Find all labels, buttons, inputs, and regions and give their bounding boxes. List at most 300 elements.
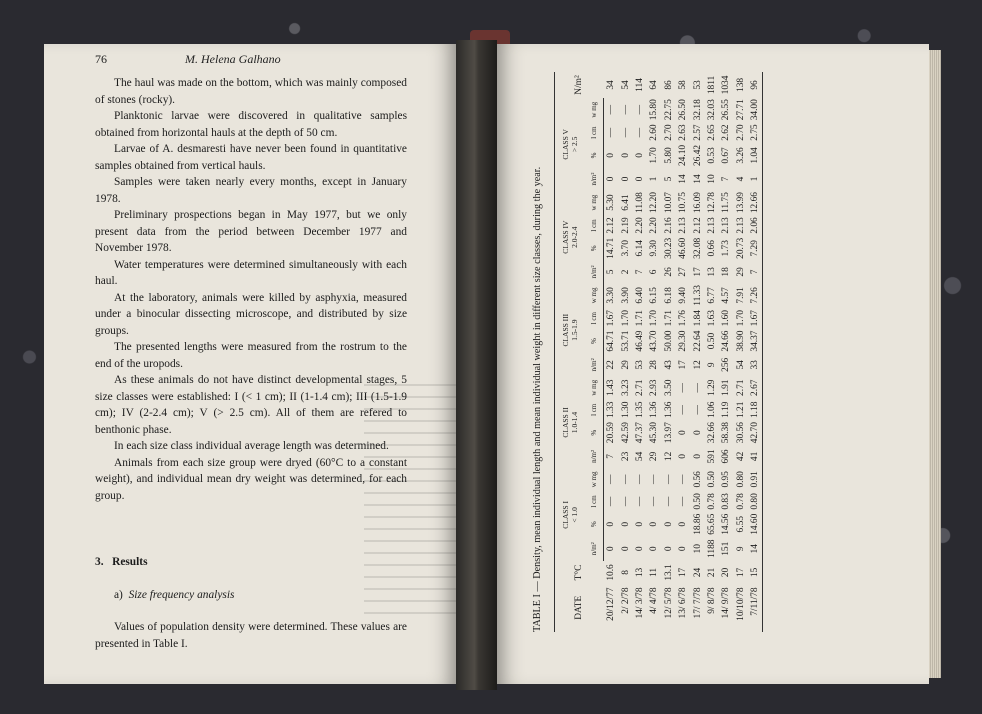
table-cell: 0.80 xyxy=(735,471,746,488)
table-cell: 29 xyxy=(620,360,631,370)
table-cell: 0.50 xyxy=(706,471,717,488)
body-text xyxy=(95,75,407,652)
section-title: Results xyxy=(112,556,148,568)
table-cell: 32.08 xyxy=(692,237,703,259)
table-cell: 1.35 xyxy=(634,401,645,418)
sub-header: n/m² xyxy=(585,260,604,283)
table-cell: 6.15 xyxy=(649,287,660,304)
table-cell: 54 xyxy=(620,80,631,90)
table-cell: 14.60 xyxy=(748,512,763,536)
table-cell: 13.1 xyxy=(663,564,674,581)
table-cell: 9.40 xyxy=(678,287,689,304)
table-cell: 0.66 xyxy=(706,240,717,257)
table-cell: 38.90 xyxy=(735,330,746,352)
date-cell: 14/ 3/78 xyxy=(634,587,645,619)
table-cell: 256 xyxy=(721,357,732,372)
table-cell: — xyxy=(663,474,674,485)
table-cell: 0.67 xyxy=(721,147,732,164)
table-cell: — xyxy=(692,383,703,393)
table-cell: 2.06 xyxy=(748,214,763,236)
table-cell: 1.63 xyxy=(706,310,717,327)
table-cell: 27.71 xyxy=(735,99,746,121)
table-cell: 2.16 xyxy=(663,217,674,234)
table-cell: 7 xyxy=(721,176,732,182)
table-cell: 2.13 xyxy=(678,217,689,234)
sub-header: w mg xyxy=(585,284,604,308)
date-cell: 10/10/78 xyxy=(735,587,746,621)
table-cell: 24.66 xyxy=(721,330,732,352)
paragraph-list xyxy=(95,75,407,504)
table-cell: 15 xyxy=(748,561,763,583)
table-cell: 2.93 xyxy=(649,379,660,396)
table-cell: 0 xyxy=(606,546,617,552)
table-cell: 2.63 xyxy=(678,124,689,141)
table-cell: 2.57 xyxy=(692,124,703,141)
table-cell: 1811 xyxy=(706,75,717,95)
table-cell: 9.30 xyxy=(649,240,660,257)
table-row xyxy=(662,72,676,632)
page-edges xyxy=(929,50,941,678)
table-cell: 1.60 xyxy=(721,310,732,327)
table-cell: 30.56 xyxy=(735,422,746,444)
table-cell: 1 xyxy=(649,176,660,182)
table-cell: 0 xyxy=(620,176,631,182)
table-cell: 46.49 xyxy=(634,330,645,352)
table-cell: 3.70 xyxy=(620,240,631,257)
table-cell: 24 xyxy=(692,567,703,578)
table-cell: 12.20 xyxy=(649,192,660,214)
table-cell: 6.40 xyxy=(634,287,645,304)
table-cell: 12 xyxy=(663,451,674,462)
table-cell: 6.18 xyxy=(663,287,674,304)
table-cell: 2.20 xyxy=(649,217,660,234)
table-cell: — xyxy=(606,496,617,507)
sub-header: l cm xyxy=(585,490,604,512)
table-cell: 29 xyxy=(735,267,746,277)
table-cell: 29 xyxy=(649,451,660,462)
table-cell: 0 xyxy=(663,546,674,552)
table-cell: 64 xyxy=(649,80,660,90)
table-cell: 591 xyxy=(706,449,717,464)
table-cell: 0 xyxy=(678,546,689,552)
table-cell: 1.91 xyxy=(721,379,732,396)
table-cell: 0.50 xyxy=(706,332,717,350)
closing-paragraph: Values of population density were determined. These values are presented in Table I. xyxy=(95,621,407,650)
table-cell: 1.33 xyxy=(606,401,617,418)
table-cell: 34 xyxy=(605,80,616,90)
sub-header: n/m² xyxy=(585,536,604,561)
table-cell: 1.36 xyxy=(649,401,660,418)
sub-header: % xyxy=(585,512,604,536)
table-cell: — xyxy=(634,496,645,507)
table-cell: 47.37 xyxy=(634,422,645,444)
table-cell: 1188 xyxy=(706,539,717,558)
table-cell: 0.83 xyxy=(721,493,732,510)
table-cell: 42.59 xyxy=(620,422,631,444)
table-cell: 64.71 xyxy=(606,330,617,352)
subsection-title: Size frequency analysis xyxy=(128,588,235,601)
paragraph: As these animals do not have distinct developmental stages, 5 size classes were established: I (< 1 cm); II (1-1.4 cm); III (1.5-1.9 cm); IV (2-2.4 cm); V (> 2.5 cm). All of them are refered to benthonic phase. xyxy=(95,374,407,436)
table-cell: 0 xyxy=(606,521,617,527)
table-cell: — xyxy=(678,405,689,415)
table-cell: 0 xyxy=(634,546,645,552)
table-cell: 50.00 xyxy=(663,330,674,352)
table-cell: 0 xyxy=(606,153,617,158)
table-row xyxy=(748,72,763,632)
table-cell: 1.36 xyxy=(663,401,674,418)
paragraph: Planktonic larvae were discovered in qualitative samples obtained from horizontal hauls at the depth of 50 cm. xyxy=(95,110,407,139)
sub-header: l cm xyxy=(585,214,604,236)
sub-header: w mg xyxy=(585,191,604,215)
table-cell: — xyxy=(678,474,689,485)
table-cell: 20.73 xyxy=(735,237,746,259)
table-cell: 16.09 xyxy=(692,192,703,214)
table-cell: 11.75 xyxy=(721,192,732,213)
table-cell: 1.29 xyxy=(706,379,717,396)
date-cell: 4/ 4/78 xyxy=(649,587,660,614)
subsection-number: a) xyxy=(114,588,123,601)
table-cell: 14 xyxy=(678,174,689,184)
table-cell: 22.64 xyxy=(692,330,703,352)
table-cell: 11.08 xyxy=(634,192,645,213)
date-cell: 2/ 2/78 xyxy=(620,587,631,614)
table-cell: 96 xyxy=(748,72,763,98)
class-header: CLASS II 1.0-1.4 xyxy=(555,377,586,469)
table-cell: — xyxy=(620,127,631,138)
table-cell: — xyxy=(634,105,645,115)
table-cell: 151 xyxy=(721,541,732,556)
table-cell: 45.30 xyxy=(649,422,660,444)
table-cell: 13 xyxy=(706,267,717,277)
date-cell: 14/ 9/78 xyxy=(721,587,732,619)
table-cell: 26.55 xyxy=(721,99,732,121)
table-cell: 8 xyxy=(620,570,631,575)
table-cell: 138 xyxy=(735,77,746,92)
data-table xyxy=(554,72,763,632)
subsection-heading xyxy=(95,587,407,604)
table-cell: 0.95 xyxy=(721,471,732,488)
table-cell: 0.53 xyxy=(706,147,717,164)
table-cell: 1.19 xyxy=(721,401,732,418)
table-cell: 0 xyxy=(606,176,617,182)
table-cell: 5 xyxy=(663,176,674,182)
table-cell: 13 xyxy=(634,567,645,578)
table-cell: 41 xyxy=(748,444,763,468)
total-header: N/m² xyxy=(555,72,604,98)
table-cell: 20.59 xyxy=(606,422,617,444)
table-cell: 10.07 xyxy=(663,192,674,214)
paragraph: The presented lengths were measured from the rostrum to the end of the uropods. xyxy=(95,341,407,370)
table-cell: 14.71 xyxy=(606,237,617,259)
table-cell: 22 xyxy=(606,360,617,370)
table-cell: — xyxy=(606,105,617,115)
rotated-table-block xyxy=(532,72,832,632)
table-cell: 30.23 xyxy=(663,237,674,259)
table-cell: 42 xyxy=(735,451,746,462)
table-cell: 53 xyxy=(692,80,703,90)
table-cell: 21 xyxy=(706,567,717,578)
table-cell: 46.60 xyxy=(678,237,689,259)
table-cell: 0.56 xyxy=(692,471,703,488)
table-cell: 4.57 xyxy=(721,287,732,304)
class-header-row xyxy=(555,72,586,632)
table-cell: 6.41 xyxy=(620,194,631,211)
table-cell: 17 xyxy=(692,267,703,277)
table-cell: 7.29 xyxy=(748,236,763,260)
sub-header: w mg xyxy=(585,377,604,399)
table-cell: 7 xyxy=(634,269,645,275)
paragraph: In each size class individual average length was determined. xyxy=(114,440,389,452)
table-cell: 26.50 xyxy=(678,99,689,121)
table-cell: 18.86 xyxy=(692,513,703,535)
table-cell: — xyxy=(649,496,660,507)
table-row xyxy=(604,72,619,632)
sub-header: l cm xyxy=(585,399,604,421)
table-cell: 2.19 xyxy=(620,217,631,234)
table-cell: 2.62 xyxy=(721,124,732,141)
table-cell: 1.67 xyxy=(748,307,763,329)
table-caption: TABLE I — Density, mean individual length and mean individual weight in different size classes, during the year. xyxy=(532,166,543,632)
table-cell: — xyxy=(678,496,689,507)
table-cell: 0 xyxy=(649,521,660,527)
table-cell: 6.14 xyxy=(634,240,645,257)
table-cell: 14 xyxy=(692,174,703,184)
table-cell: 24.10 xyxy=(678,144,689,166)
table-cell: 32.03 xyxy=(706,99,717,121)
table-cell: 0 xyxy=(678,454,689,459)
table-cell: 53.71 xyxy=(620,330,631,352)
date-cell: 7/11/78 xyxy=(748,583,763,632)
table-cell: 1.70 xyxy=(620,310,631,327)
table-cell: 10 xyxy=(706,174,717,184)
table-cell: 1 xyxy=(748,167,763,190)
table-cell: 0 xyxy=(620,153,631,158)
table-cell: — xyxy=(620,105,631,115)
sub-header: % xyxy=(585,329,604,353)
date-cell: 20/12/77 xyxy=(605,587,616,621)
sub-header: l cm xyxy=(585,307,604,329)
table-cell: 4 xyxy=(735,176,746,182)
table-body xyxy=(604,72,763,632)
table-cell: 0 xyxy=(634,521,645,527)
date-cell: 9/ 8/78 xyxy=(706,587,717,614)
sub-header: l cm xyxy=(585,122,604,144)
table-cell: — xyxy=(620,496,631,507)
running-head-author: M. Helena Galhano xyxy=(185,52,281,66)
table-cell: 0.78 xyxy=(706,493,717,510)
section-number: 3. xyxy=(95,556,104,568)
table-cell: 34.37 xyxy=(748,329,763,353)
table-cell: 2.12 xyxy=(606,217,617,234)
sub-header: w mg xyxy=(585,468,604,490)
class-header: CLASS V > 2.5 xyxy=(555,98,586,191)
table-cell: 2.71 xyxy=(634,379,645,396)
table-cell: 34.00 xyxy=(748,98,763,122)
table-cell: 0.91 xyxy=(748,468,763,490)
page-number: 76 xyxy=(95,52,107,66)
table-cell: 3.90 xyxy=(620,287,631,304)
table-cell: — xyxy=(606,474,617,485)
table-cell: 86 xyxy=(663,80,674,90)
date-cell: 13/ 6/78 xyxy=(678,587,689,619)
table-cell: 32.18 xyxy=(692,99,703,121)
table-cell: 26.42 xyxy=(692,144,703,166)
table-cell: 1.71 xyxy=(663,310,674,327)
table-cell: 2.75 xyxy=(748,122,763,144)
table-cell: 22.75 xyxy=(663,99,674,121)
table-cell: 58 xyxy=(678,80,689,90)
table-cell: — xyxy=(634,474,645,485)
paragraph: Samples were taken nearly every months, except in January 1978. xyxy=(95,176,407,205)
table-cell: 33 xyxy=(748,353,763,377)
table-cell: 17 xyxy=(735,567,746,578)
section-heading xyxy=(95,554,407,571)
date-cell: 17/ 7/78 xyxy=(692,587,703,619)
paragraph: At the laboratory, animals were killed by asphyxia, measured under a binocular dissecting microscope, and distributed by size groups. xyxy=(95,291,407,337)
table-cell: 43.70 xyxy=(649,330,660,352)
table-cell: 12.66 xyxy=(748,191,763,215)
table-cell: 13.99 xyxy=(735,192,746,214)
table-cell: 2.13 xyxy=(706,217,717,234)
table-cell: 9 xyxy=(735,546,746,552)
table-cell: 2 xyxy=(620,269,631,275)
table-cell: 3.50 xyxy=(663,379,674,396)
table-cell: 1.70 xyxy=(649,147,660,164)
table-cell: 6 xyxy=(649,269,660,275)
table-cell: 2.13 xyxy=(721,217,732,234)
table-cell: 0 xyxy=(649,546,660,552)
sub-header: % xyxy=(585,236,604,260)
table-cell: 5.80 xyxy=(663,147,674,164)
table-cell: 114 xyxy=(634,78,645,92)
table-cell: 1.84 xyxy=(692,310,703,327)
table-cell: 2.60 xyxy=(649,124,660,141)
table-cell: 606 xyxy=(721,449,732,464)
table-cell: 58.38 xyxy=(721,422,732,444)
book-gutter xyxy=(456,40,497,690)
class-header: CLASS III 1.5-1.9 xyxy=(555,284,586,377)
table-cell: 11 xyxy=(649,567,660,577)
table-cell: 0.80 xyxy=(748,490,763,512)
table-cell: 10 xyxy=(692,544,703,554)
table-cell: 2.13 xyxy=(735,217,746,234)
temp-header: T°C xyxy=(555,561,604,583)
sub-header-row xyxy=(585,72,604,632)
table-cell: 18 xyxy=(721,267,732,277)
table-cell: 0 xyxy=(692,454,703,459)
table-cell: 5.30 xyxy=(606,194,617,211)
table-cell: 6.55 xyxy=(735,516,746,533)
table-cell: 53 xyxy=(634,360,645,370)
table-cell: — xyxy=(692,405,703,415)
paragraph: Water temperatures were determined simultaneously with each haul. xyxy=(95,258,407,287)
table-cell: — xyxy=(606,127,617,138)
table-cell: — xyxy=(663,496,674,507)
table-cell: 7.91 xyxy=(735,287,746,304)
table-row xyxy=(676,72,690,632)
table-cell: 0.78 xyxy=(735,493,746,510)
table-cell: 1.70 xyxy=(735,310,746,327)
table-cell: 0 xyxy=(634,176,645,182)
table-cell: — xyxy=(678,383,689,393)
table-row xyxy=(734,72,748,632)
sub-header: n/m² xyxy=(585,444,604,468)
paragraph: Animals from each size group were dryed (60°C to a constant weight), and individual mean dry weight was determined, for each group. xyxy=(95,456,407,502)
table-cell: 2.20 xyxy=(634,217,645,234)
table-cell: 0 xyxy=(634,153,645,158)
table-cell: 2.67 xyxy=(748,377,763,399)
table-cell: 11.33 xyxy=(692,285,703,306)
table-cell: 0.50 xyxy=(692,493,703,510)
table-cell: 0 xyxy=(678,430,689,435)
table-cell: — xyxy=(649,474,660,485)
date-header: DATE xyxy=(555,583,604,632)
date-cell: 12/ 5/78 xyxy=(663,587,674,619)
table-cell: — xyxy=(620,474,631,485)
table-cell: 3.23 xyxy=(620,379,631,396)
table-cell: 54 xyxy=(634,451,645,462)
table-cell: 15.80 xyxy=(649,99,660,121)
table-cell: 2.71 xyxy=(735,379,746,396)
paragraph: Larvae of A. desmaresti have never been found in quantitative samples obtained from vertical hauls. xyxy=(95,143,407,172)
sub-header: n/m² xyxy=(585,167,604,190)
table-row xyxy=(633,72,647,632)
table-cell: 5 xyxy=(606,269,617,275)
paragraph: The haul was made on the bottom, which was mainly composed of stones (rocky). xyxy=(95,77,407,106)
table-cell: 2.70 xyxy=(663,124,674,141)
table-cell: 23 xyxy=(620,451,631,462)
table-cell: 14 xyxy=(748,536,763,561)
table-cell: 3.26 xyxy=(735,147,746,164)
table-cell: 2.70 xyxy=(735,124,746,141)
table-cell: 28 xyxy=(649,360,660,370)
table-row xyxy=(705,72,719,632)
table-cell: 17 xyxy=(678,360,689,370)
table-cell: 2.12 xyxy=(692,217,703,234)
table-cell: 27 xyxy=(678,267,689,277)
table-cell: 1.71 xyxy=(634,310,645,327)
table-cell: 3.30 xyxy=(606,287,617,304)
table-cell: 17 xyxy=(678,567,689,578)
table-cell: 2.65 xyxy=(706,124,717,141)
table-cell: 13.97 xyxy=(663,422,674,444)
table-cell: 14.56 xyxy=(721,513,732,535)
table-cell: 1034 xyxy=(721,75,732,95)
table-cell: 65.65 xyxy=(706,513,717,535)
sub-header: n/m² xyxy=(585,353,604,377)
table-cell: 10.75 xyxy=(678,192,689,214)
table-cell: 12 xyxy=(692,360,703,370)
table-cell: 0 xyxy=(620,546,631,552)
table-row xyxy=(690,72,704,632)
table-cell: 0 xyxy=(678,521,689,527)
table-cell: 54 xyxy=(735,360,746,370)
table-cell: 7 xyxy=(748,260,763,283)
table-cell: 32.66 xyxy=(706,422,717,444)
table-cell: 0 xyxy=(663,521,674,527)
table-cell: 42.70 xyxy=(748,421,763,445)
table-cell: 6.77 xyxy=(706,287,717,304)
table-cell: 1.04 xyxy=(748,144,763,168)
class-header: CLASS IV 2.0-2.4 xyxy=(555,191,586,284)
sub-header: w mg xyxy=(585,98,604,122)
table-cell: 0 xyxy=(692,430,703,435)
sub-header: % xyxy=(585,144,604,168)
table-row xyxy=(647,72,661,632)
class-header: CLASS I < 1.0 xyxy=(555,468,586,561)
table-cell: 1.18 xyxy=(748,399,763,421)
table-cell: — xyxy=(634,127,645,138)
